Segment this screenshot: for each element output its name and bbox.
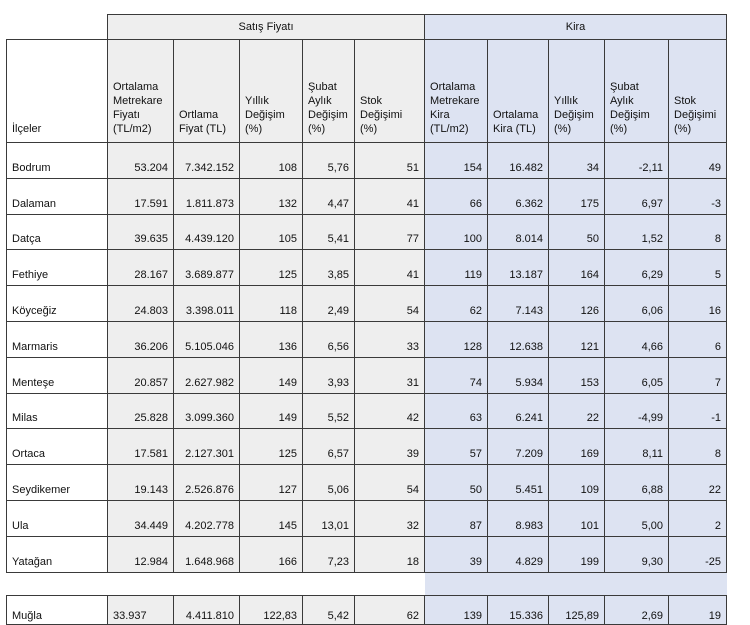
table-cell: 50: [425, 465, 488, 501]
spacer-cell: [425, 572, 488, 595]
table-cell: 54: [355, 465, 425, 501]
table-cell: 132: [240, 178, 303, 214]
total-cell: 5,42: [303, 595, 355, 624]
total-label-cell: Muğla: [7, 595, 108, 624]
table-cell: 3.398.011: [174, 286, 240, 322]
district-name-cell: Yatağan: [7, 536, 108, 572]
column-header-line: Ortalama: [430, 81, 476, 93]
column-header-line: Değişim: [308, 109, 348, 121]
column-header-line: Aylık: [610, 95, 634, 107]
table-cell: 31: [355, 357, 425, 393]
table-cell: 12.984: [108, 536, 174, 572]
table-cell: 169: [549, 429, 605, 465]
table-cell: -1: [669, 393, 727, 429]
spacer-cell: [7, 572, 108, 595]
table-cell: 145: [240, 500, 303, 536]
table-cell: 2: [669, 500, 727, 536]
table-cell: 50: [549, 214, 605, 250]
column-header-line: Şubat: [610, 81, 639, 93]
group-header-satis: Satış Fiyatı: [108, 15, 425, 40]
total-cell: 33.937: [108, 595, 174, 624]
table-cell: 20.857: [108, 357, 174, 393]
table-cell: 149: [240, 393, 303, 429]
district-name-cell: Bodrum: [7, 143, 108, 179]
table-row: [7, 143, 727, 179]
column-header-line: Değişimi: [674, 109, 717, 121]
total-cell: 4.411.810: [174, 595, 240, 624]
column-header-line: (%): [674, 123, 692, 135]
table-cell: 3,85: [303, 250, 355, 286]
table-cell: 16: [669, 286, 727, 322]
column-header-line: (%): [554, 123, 572, 135]
district-name-cell: Seydikemer: [7, 465, 108, 501]
table-cell: 8.983: [488, 500, 549, 536]
table-cell: 5.105.046: [174, 321, 240, 357]
table-cell: 34: [549, 143, 605, 179]
district-name-cell: Marmaris: [7, 321, 108, 357]
table-cell: 128: [425, 321, 488, 357]
table-cell: -3: [669, 178, 727, 214]
total-cell: 122,83: [240, 595, 303, 624]
table-cell: 6,06: [605, 286, 669, 322]
table-cell: 33: [355, 321, 425, 357]
table-cell: 63: [425, 393, 488, 429]
table-row: [7, 214, 727, 250]
table-cell: 108: [240, 143, 303, 179]
corner-cell: [7, 15, 108, 40]
table-cell: 36.206: [108, 321, 174, 357]
column-header-line: Değişim: [554, 109, 594, 121]
table-cell: 7.209: [488, 429, 549, 465]
spacer-cell: [669, 572, 727, 595]
column-header-line: Fiyat (TL): [179, 123, 227, 135]
table-row: [7, 178, 727, 214]
table-cell: 24.803: [108, 286, 174, 322]
table-cell: 66: [425, 178, 488, 214]
table-cell: 34.449: [108, 500, 174, 536]
table-cell: 119: [425, 250, 488, 286]
table-cell: 53.204: [108, 143, 174, 179]
table-row: [7, 250, 727, 286]
table-cell: 7: [669, 357, 727, 393]
table-cell: 39: [425, 536, 488, 572]
table-cell: 2.127.301: [174, 429, 240, 465]
table-cell: 6.362: [488, 178, 549, 214]
column-header-line: Yıllık: [554, 95, 578, 107]
table-cell: 3,93: [303, 357, 355, 393]
column-header-line: (TL/m2): [113, 123, 152, 135]
total-cell: 19: [669, 595, 727, 624]
table-cell: 2.526.876: [174, 465, 240, 501]
table-cell: 32: [355, 500, 425, 536]
column-header-line: Fiyatı: [113, 109, 140, 121]
column-header-line: Yıllık: [245, 95, 269, 107]
table-row: [7, 393, 727, 429]
table-cell: 17.591: [108, 178, 174, 214]
table-cell: 8,11: [605, 429, 669, 465]
table-cell: 54: [355, 286, 425, 322]
table-cell: 87: [425, 500, 488, 536]
column-header-line: Kira (TL): [493, 123, 536, 135]
table-cell: 149: [240, 357, 303, 393]
table-cell: 164: [549, 250, 605, 286]
column-header: [355, 40, 425, 143]
column-header-line: Ortalama: [113, 81, 159, 93]
district-name-cell: Menteşe: [7, 357, 108, 393]
table-cell: 77: [355, 214, 425, 250]
table-cell: 12.638: [488, 321, 549, 357]
spacer-cell: [174, 572, 240, 595]
table-cell: 154: [425, 143, 488, 179]
table-cell: 18: [355, 536, 425, 572]
table-cell: 166: [240, 536, 303, 572]
spacer-cell: [240, 572, 303, 595]
table-cell: 42: [355, 393, 425, 429]
column-header-line: (%): [610, 123, 628, 135]
column-header-line: Stok: [674, 95, 697, 107]
total-row: [7, 595, 727, 624]
district-name-cell: Ula: [7, 500, 108, 536]
total-cell: 139: [425, 595, 488, 624]
table-cell: 100: [425, 214, 488, 250]
column-header-line: Değişimi: [360, 109, 403, 121]
spacer-cell: [108, 572, 174, 595]
column-header-line: (%): [360, 123, 378, 135]
column-header: [488, 40, 549, 143]
table-cell: 17.581: [108, 429, 174, 465]
column-header-line: (TL/m2): [430, 123, 469, 135]
table-cell: 5,00: [605, 500, 669, 536]
group-header-kira: Kira: [425, 15, 727, 40]
column-header-line: Ortlama: [179, 109, 219, 121]
column-header-line: Değişim: [610, 109, 650, 121]
column-header-line: Metrekare: [430, 95, 480, 107]
table-cell: 4.439.120: [174, 214, 240, 250]
table-cell: 19.143: [108, 465, 174, 501]
spacer-cell: [303, 572, 355, 595]
table-cell: 3.099.360: [174, 393, 240, 429]
table-cell: 125: [240, 429, 303, 465]
table-cell: 175: [549, 178, 605, 214]
table-cell: 5,06: [303, 465, 355, 501]
column-header-line: (%): [245, 123, 263, 135]
table-cell: 74: [425, 357, 488, 393]
table-row: [7, 536, 727, 572]
column-header-line: Ortalama: [493, 109, 539, 121]
total-cell: 125,89: [549, 595, 605, 624]
table-cell: 8: [669, 429, 727, 465]
table-cell: 4,47: [303, 178, 355, 214]
column-header-line: Metrekare: [113, 95, 163, 107]
table-cell: 127: [240, 465, 303, 501]
column-header-line: Şubat: [308, 81, 337, 93]
table-cell: 105: [240, 214, 303, 250]
table-cell: 2,49: [303, 286, 355, 322]
table-cell: -25: [669, 536, 727, 572]
table-cell: 6,29: [605, 250, 669, 286]
table-cell: 22: [549, 393, 605, 429]
table-cell: 6,56: [303, 321, 355, 357]
column-header-line: Stok: [360, 95, 383, 107]
table-cell: -2,11: [605, 143, 669, 179]
table-cell: 125: [240, 250, 303, 286]
table-cell: 121: [549, 321, 605, 357]
column-header-line: (%): [308, 123, 326, 135]
table-cell: 13,01: [303, 500, 355, 536]
table-cell: 6,88: [605, 465, 669, 501]
table-row: [7, 429, 727, 465]
table-cell: 8: [669, 214, 727, 250]
table-cell: 101: [549, 500, 605, 536]
table-cell: 5.934: [488, 357, 549, 393]
table-cell: 28.167: [108, 250, 174, 286]
column-header: [303, 40, 355, 143]
table-cell: 25.828: [108, 393, 174, 429]
total-cell: 62: [355, 595, 425, 624]
table-cell: 2.627.982: [174, 357, 240, 393]
district-name-cell: Datça: [7, 214, 108, 250]
spacer-row: [7, 572, 727, 595]
column-header: [108, 40, 174, 143]
table-cell: 51: [355, 143, 425, 179]
spacer-cell: [549, 572, 605, 595]
spacer-cell: [605, 572, 669, 595]
spacer-cell: [355, 572, 425, 595]
table-cell: 39: [355, 429, 425, 465]
column-header-line: İlçeler: [12, 123, 42, 135]
district-name-cell: Köyceğiz: [7, 286, 108, 322]
table-cell: 4.202.778: [174, 500, 240, 536]
table-cell: 57: [425, 429, 488, 465]
table-cell: 7.342.152: [174, 143, 240, 179]
total-cell: 2,69: [605, 595, 669, 624]
table-cell: 4.829: [488, 536, 549, 572]
table-cell: 199: [549, 536, 605, 572]
table-cell: 1.811.873: [174, 178, 240, 214]
table-cell: 7,23: [303, 536, 355, 572]
table-cell: 5,41: [303, 214, 355, 250]
table-cell: 13.187: [488, 250, 549, 286]
district-name-cell: Dalaman: [7, 178, 108, 214]
column-header: [425, 40, 488, 143]
district-name-cell: Milas: [7, 393, 108, 429]
column-header-line: Değişim: [245, 109, 285, 121]
table-cell: 5,52: [303, 393, 355, 429]
table-cell: 62: [425, 286, 488, 322]
table-cell: 6,57: [303, 429, 355, 465]
table-cell: 8.014: [488, 214, 549, 250]
table-cell: 41: [355, 250, 425, 286]
table-cell: 5.451: [488, 465, 549, 501]
table-cell: 6,05: [605, 357, 669, 393]
table-cell: 1.648.968: [174, 536, 240, 572]
rental-sales-table: [6, 14, 727, 625]
table-cell: 6: [669, 321, 727, 357]
column-header: [7, 40, 108, 143]
spacer-cell: [488, 572, 549, 595]
table-row: [7, 357, 727, 393]
column-header: [549, 40, 605, 143]
table-cell: 109: [549, 465, 605, 501]
column-header: [240, 40, 303, 143]
table-cell: 126: [549, 286, 605, 322]
table-cell: -4,99: [605, 393, 669, 429]
district-name-cell: Ortaca: [7, 429, 108, 465]
table-cell: 16.482: [488, 143, 549, 179]
table-cell: 49: [669, 143, 727, 179]
table-cell: 9,30: [605, 536, 669, 572]
table-row: [7, 465, 727, 501]
column-header: [605, 40, 669, 143]
table-cell: 136: [240, 321, 303, 357]
column-header-line: Kira: [430, 109, 450, 121]
table-cell: 39.635: [108, 214, 174, 250]
district-name-cell: Fethiye: [7, 250, 108, 286]
table-row: [7, 321, 727, 357]
table-cell: 4,66: [605, 321, 669, 357]
table-cell: 6,97: [605, 178, 669, 214]
table-cell: 22: [669, 465, 727, 501]
table-cell: 7.143: [488, 286, 549, 322]
table-cell: 6.241: [488, 393, 549, 429]
table-row: [7, 500, 727, 536]
table-cell: 5: [669, 250, 727, 286]
table-cell: 1,52: [605, 214, 669, 250]
column-header-line: Aylık: [308, 95, 332, 107]
table-cell: 153: [549, 357, 605, 393]
table-cell: 41: [355, 178, 425, 214]
table-cell: 118: [240, 286, 303, 322]
total-cell: 15.336: [488, 595, 549, 624]
column-header: [669, 40, 727, 143]
table-cell: 5,76: [303, 143, 355, 179]
column-header: [174, 40, 240, 143]
table-row: [7, 286, 727, 322]
table-cell: 3.689.877: [174, 250, 240, 286]
